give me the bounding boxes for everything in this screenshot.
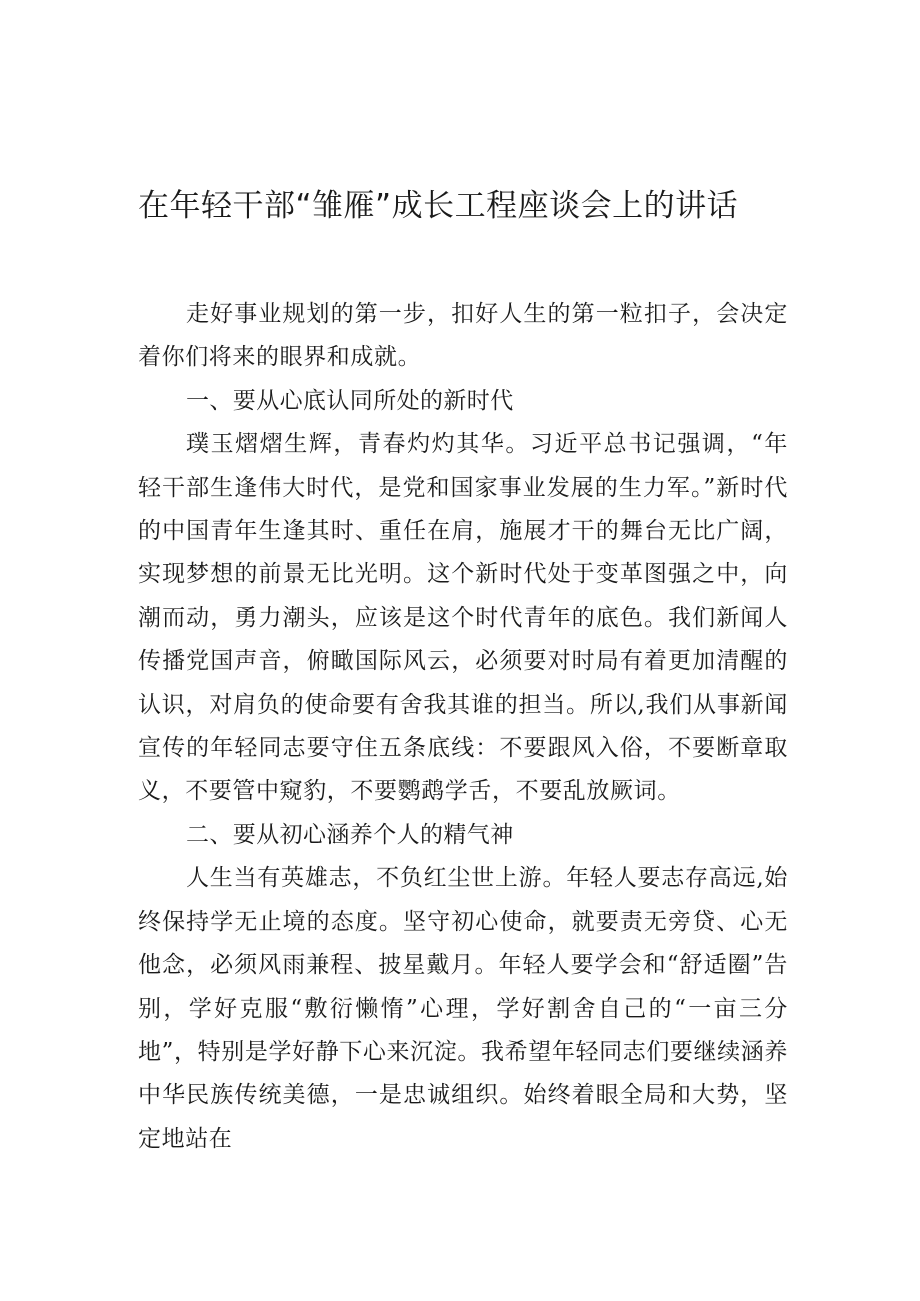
section-heading-2: 二、要从初心涵养个人的精气神: [186, 821, 514, 848]
document-body: [138, 293, 788, 1161]
section-paragraph-2: 人生当有英雄志，不负红尘世上游。年轻人要志存高远,始终保持学无止境的态度。坚守初心使命，就要责无旁贷、心无他念，必须风雨兼程、披星戴月。年轻人要学会和“舒适圈”告别，学好克服“敷衍懒惰”心理，学好割舍自己的“一亩三分地”，特别是学好静下心来沉淀。我希望年轻同志们要继续涵养中华民族传统美德，一是忠诚组织。始终着眼全局和大势，坚定地站在: [138, 865, 788, 1152]
section-heading-1: 一、要从心底认同所处的新时代: [186, 387, 514, 414]
section-paragraph-1: 璞玉熠熠生辉，青春灼灼其华。习近平总书记强调，“年轻干部生逢伟大时代，是党和国家事业发展的生力军。”新时代的中国青年生逢其时、重任在肩，施展才干的舞台无比广阔，实现梦想的前景无比光明。这个新时代处于变革图强之中，向潮而动，勇力潮头，应该是这个时代青年的底色。我们新闻人传播党国声音，俯瞰国际风云，必须要对时局有着更加清醒的认识，对肩负的使命要有舍我其谁的担当。所以,我们从事新闻宣传的年轻同志要守住五条底线：不要跟风入俗，不要断章取义，不要管中窥豹，不要鹦鹉学舌，不要乱放厥词。: [138, 431, 788, 805]
intro-paragraph: 走好事业规划的第一步，扣好人生的第一粒扣子，会决定着你们将来的眼界和成就。: [138, 301, 788, 371]
document-title: 在年轻干部“雏雁”成长工程座谈会上的讲话: [138, 188, 739, 224]
